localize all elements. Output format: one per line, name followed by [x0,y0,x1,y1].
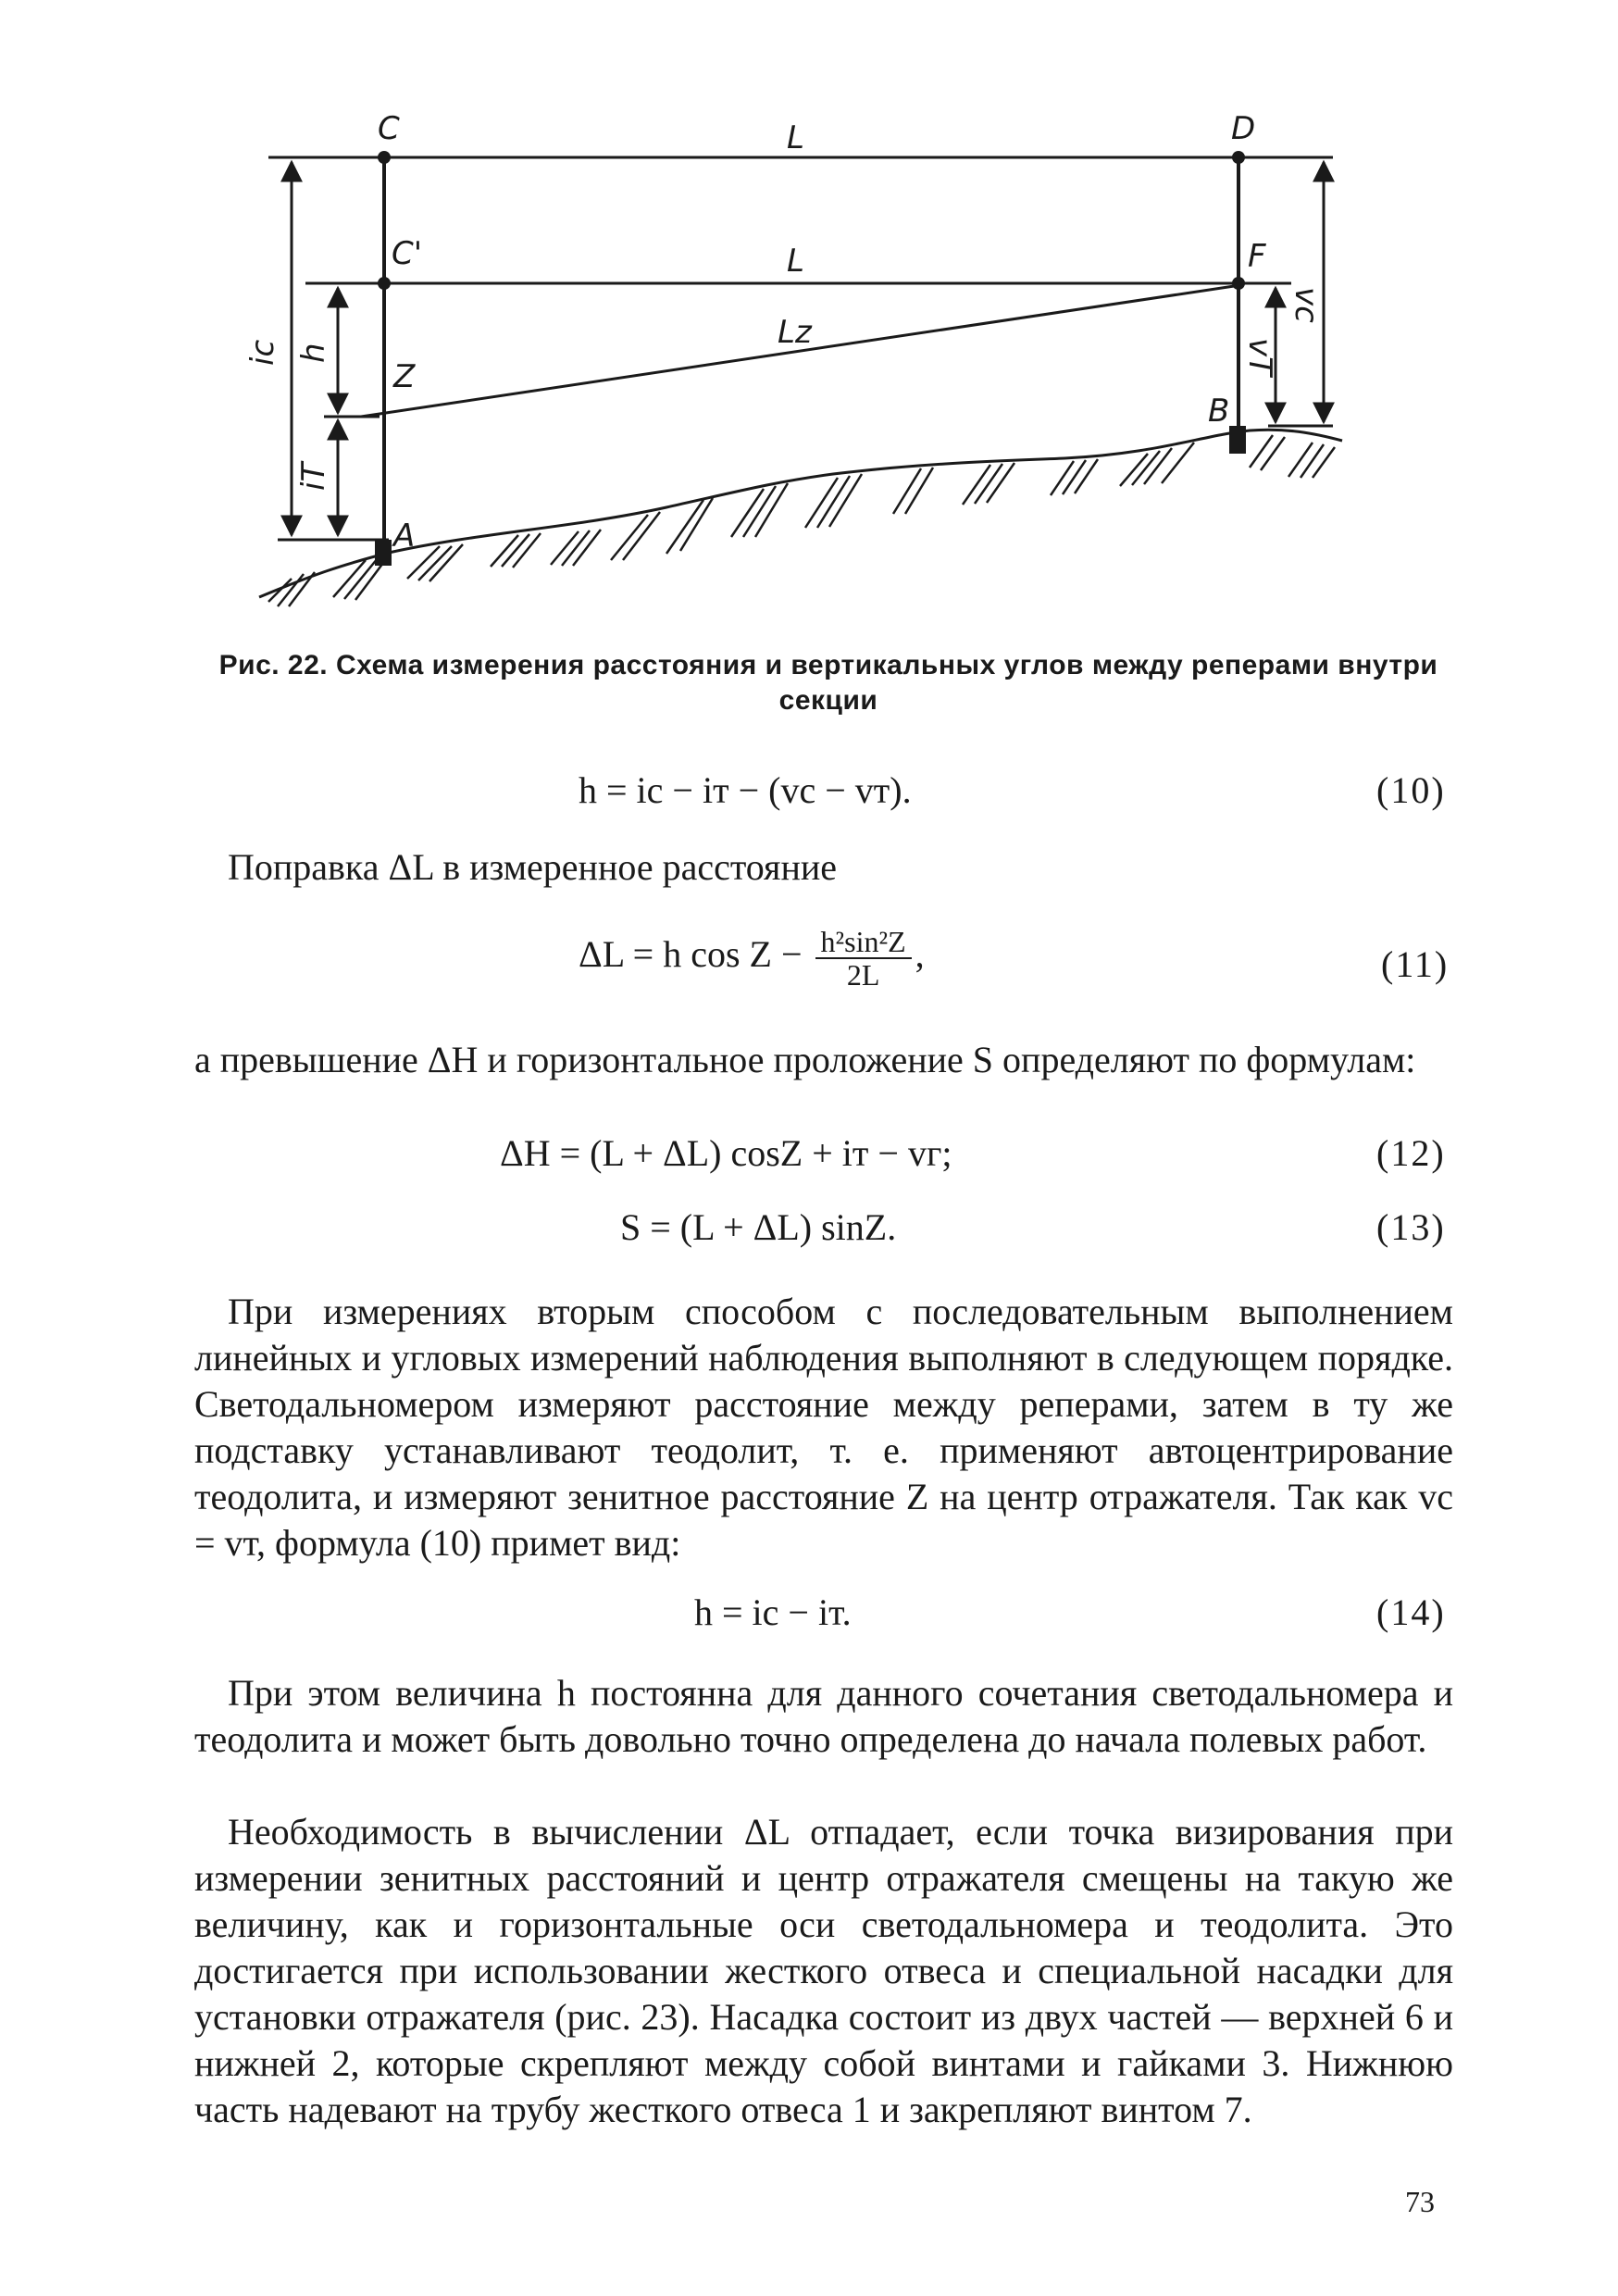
paragraph-correction: Поправка ΔL в измеренное расстояние [228,846,838,888]
paragraph-elevation: а превышение ΔH и горизонтальное проложение S определяют по формулам: [194,1039,1416,1080]
point-cprime [378,277,391,290]
paragraph-second-method: При измерениях вторым способом с последовательным выполнением линейных и угловых измерений наблюдения выполняют в следующем порядке. Светодальномером измеряют расстояние между реперами, затем в ту же подставку устанавливают теодолит, т. е. применяют автоцентрирование теодолита, и измеряют зенитное расстояние Z на центр отражателя. Так как vс = vт, формула (10) примет вид: [194,1291,1453,1564]
equation-13: S = (L + ΔL) sinZ. [620,1206,897,1248]
label-b: B [1208,393,1230,430]
label-a: A [393,518,416,555]
label-z: Z [393,358,416,395]
label-f: F [1248,238,1266,275]
equation-14: h = iс − iт. [694,1591,852,1633]
label-d: D [1231,110,1256,147]
label-l-top: L [787,119,804,156]
point-f [1232,277,1245,290]
figure-22-diagram [0,0,1618,648]
label-l-mid: L [787,243,804,280]
figure-caption: Рис. 22. Схема измерения расстояния и вертикальных углов между реперами внутри секции [218,650,1438,716]
line-lz [361,285,1240,417]
equation-10-number: (10) [1376,769,1446,811]
equation-11-fraction [815,926,912,991]
label-h: h [295,343,332,363]
equation-13-number: (13) [1376,1206,1446,1248]
point-d [1232,151,1245,164]
equation-12-number: (12) [1376,1132,1446,1174]
equation-11 [579,926,925,991]
label-c: C [378,110,400,147]
label-it: iT [295,462,332,491]
benchmark-b [1229,426,1246,454]
label-vt: vT [1241,338,1278,376]
equation-11-lhs: ΔL = h cos Z − [579,933,803,976]
label-lz: Lz [778,314,812,351]
equation-11-denominator: 2L [846,958,880,992]
paragraph-delta-l: Необходимость в вычислении ΔL отпадает, если точка визирования при измерении зенитных расстояний и центр отражателя смещены на такую же величину, как и горизонтальные оси светодальномера и теодолита. Это достигается при использовании жесткого отвеса и специальной насадки для установки отражателя (рис. 23). Насадка состоит из двух частей — верхней 6 и нижней 2, которые скрепляют между собой винтами и гайками 3. Нижнюю часть надевают на трубу жесткого отвеса 1 и закрепляют винтом 7. [194,1811,1453,2130]
benchmark-a [375,540,392,566]
equation-14-number: (14) [1376,1591,1446,1633]
equation-11-number: (11) [1381,943,1450,985]
label-cprime: C' [392,235,423,272]
page-number: 73 [1405,2185,1435,2218]
point-c [378,151,391,164]
label-ic: ic [244,339,281,366]
equation-11-tail: , [915,933,925,976]
equation-12: ΔH = (L + ΔL) cosZ + iт − vг; [500,1132,952,1174]
ground-hatching [268,435,1335,606]
equation-11-numerator: h²sin²Z [815,926,912,959]
ground-profile [259,430,1342,597]
equation-10: h = iс − iт − (vс − vт). [579,769,912,811]
paragraph-constant-h: При этом величина h постоянна для данного сочетания светодальномера и теодолита и может быть довольно точно определена до начала полевых работ. [194,1672,1453,1760]
label-vc: vc [1288,287,1325,323]
